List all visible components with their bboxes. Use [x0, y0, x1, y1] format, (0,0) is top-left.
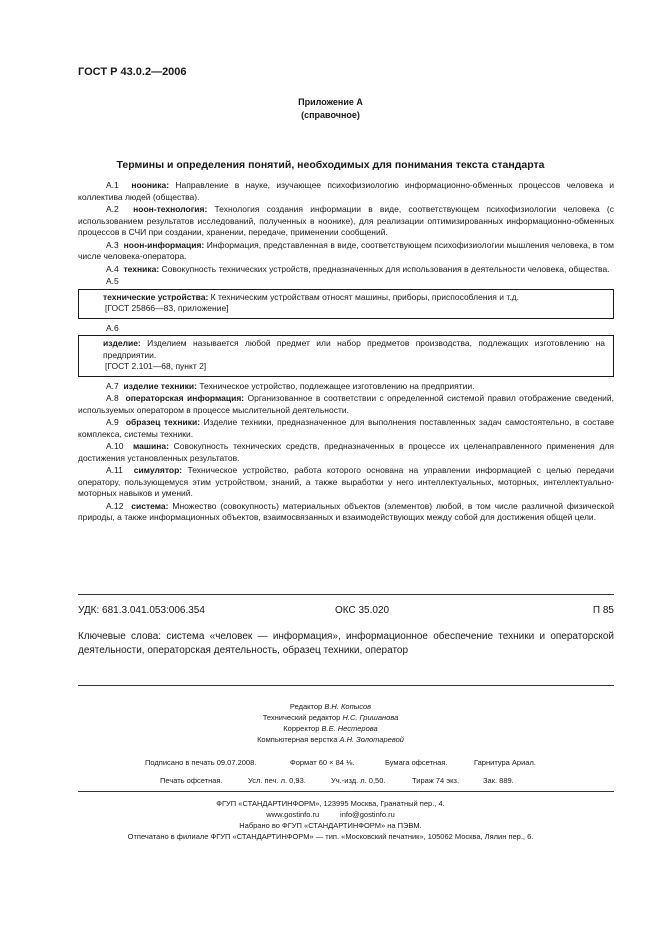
print-sheets: Усл. печ. л. 0,93.	[248, 776, 306, 785]
entry-term: ноон-информация:	[123, 239, 205, 250]
credit-person: В.Е. Нестерова	[321, 724, 378, 733]
website-link[interactable]: www.gostinfo.ru	[266, 810, 320, 819]
definition-entry	[78, 204, 614, 239]
entry-term: машина:	[133, 441, 169, 451]
definition-entry	[103, 292, 605, 304]
entry-text: Технология создания информации в виде, соответствующем психофизиологии человека (с использованием результатов исследований, полученных в ноонике), для реализации оптимизированных информационно-обменных процессов в СЧИ при создании, хранении, передаче, применении сообщений.	[78, 204, 614, 237]
entry-term: технические устройства:	[103, 291, 209, 302]
entry-text: Множество (совокупность) материальных объектов (элементов) любой, в том числе различной физической природы, а также информационных объектов, взаимосвязанных и взаимодействующих между собой для достижения общей цели.	[78, 500, 615, 522]
print-run: Тираж 74 экз.	[412, 776, 460, 785]
credit-line	[0, 712, 661, 723]
entry-text: Техническое устройство, работа которого основана на управлении информацией с целью передачи оператору, пользующемуся этим устройством, знаний, а также выработки у него интеллектуальных, моторных, интеллектуально-моторных навыков и умений.	[78, 465, 614, 498]
section-title: Термины и определения понятий, необходимых для понимания текста стандарта	[116, 159, 545, 171]
credit-line	[0, 723, 661, 734]
typeset-note: Набрано во ФГУП «СТАНДАРТИНФОРМ» на ПЭВМ.	[239, 821, 422, 830]
credit-person: В.Н. Копысов	[324, 702, 372, 711]
entry-text: Изделие техники, предназначенное для выполнения поставленных задач самостоятельно, в составе комплекса, системы техники.	[78, 417, 614, 439]
entry-number: А.2	[106, 204, 119, 214]
definition-entry	[78, 465, 614, 500]
annex-title: Приложение А	[298, 97, 363, 107]
entry-text: Совокупность технических устройств, предназначенных для использования в деятельности человека, общества.	[159, 263, 610, 274]
entry-term: изделие:	[103, 338, 141, 348]
entry-text: Техническое устройство, подлежащее изготовлению на предприятии.	[196, 380, 475, 391]
definition-entry	[78, 417, 614, 440]
entry-text: Организованное в соответствии с определенной системой правил отображение сведений, используемых оператором в процессе мыслительной деятельности.	[78, 393, 614, 415]
standard-reference: [ГОСТ 2.101—68, пункт 2]	[105, 361, 207, 371]
definition-entry	[78, 441, 614, 464]
publisher-address: ФГУП «СТАНДАРТИНФОРМ», 123995 Москва, Гранатный пер., 4.	[216, 799, 445, 808]
definition-entry	[103, 338, 605, 361]
entry-text: Изделием называется любой предмет или набор предметов производства, подлежащих изготовлению на предприятии.	[103, 338, 605, 360]
entry-number: А.4	[106, 263, 119, 274]
entry-number: А.5	[106, 276, 119, 286]
credit-line	[0, 701, 661, 712]
definition-entry	[78, 240, 614, 263]
credit-person: Н.С. Гришанова	[342, 713, 399, 722]
credit-role: Компьютерная верстка	[257, 735, 338, 744]
group-code: П 85	[592, 605, 614, 616]
paper: Бумага офсетная.	[385, 758, 448, 767]
definition-entry	[78, 381, 614, 393]
entry-term: образец техники:	[125, 417, 201, 427]
definition-entry	[78, 393, 614, 416]
entry-text: Совокупность технических средств, предназначенных в процессе их целенаправленного применения для достижения установленных результатов.	[78, 441, 614, 463]
entry-number: А.10	[106, 441, 124, 451]
credit-line	[0, 734, 661, 745]
email-link[interactable]: info@gostinfo.ru	[340, 810, 395, 819]
order-number: Зак. 889.	[483, 776, 514, 785]
oks-code: ОКС 35.020	[335, 605, 390, 616]
entry-text: Направление в науке, изучающее психофизиологию информационно-обменных процессов человека и коллектива людей (общества).	[78, 180, 614, 202]
entry-number: А.7	[106, 380, 119, 391]
credit-role: Редактор	[289, 702, 323, 711]
publisher-footer	[0, 798, 661, 842]
edition-sheets: Уч.-изд. л. 0,50.	[331, 776, 386, 785]
entry-term: нооника:	[131, 180, 170, 190]
entry-term: техника:	[123, 263, 160, 274]
entry-number: А.8	[106, 393, 119, 403]
entry-number: А.9	[106, 417, 119, 427]
credit-role: Корректор	[283, 724, 320, 733]
definition-entry	[78, 264, 614, 276]
entry-text: Информация, представленная в виде, соответствующем психофизиологии мышления человека, в том числе человека-оператора.	[78, 239, 615, 261]
document-code: ГОСТ Р 43.0.2—2006	[78, 66, 187, 78]
definition-entry	[78, 180, 614, 203]
entry-term: симулятор:	[133, 465, 183, 475]
credit-person: А.Н. Золотаревой	[339, 735, 404, 744]
printing: Печать офсетная.	[160, 776, 223, 785]
entry-term: система:	[131, 500, 169, 511]
entry-number: А.1	[106, 180, 119, 190]
format: Формат 60 × 84 ⅛.	[290, 758, 355, 767]
entry-term: изделие техники:	[123, 380, 197, 391]
entry-term: операторская информация:	[125, 393, 245, 403]
keywords: Ключевые слова: система «человек — информация», информационное обеспечение техники и операторской деятельности, операторская деятельность, образец техники, оператор	[78, 631, 614, 656]
publisher-contacts	[0, 809, 661, 820]
divider	[78, 685, 614, 686]
standard-reference: [ГОСТ 25866—83, приложение]	[105, 303, 229, 313]
signed-date: Подписано в печать 09.07.2008.	[145, 758, 257, 767]
boxed-definition	[78, 289, 614, 319]
entry-number: А.11	[106, 465, 123, 475]
entry-number: А.6	[106, 322, 119, 333]
entry-term: ноон-технология:	[133, 204, 208, 214]
definitions-list	[78, 180, 614, 525]
boxed-definition	[78, 335, 614, 377]
credit-role: Технический редактор	[262, 713, 341, 722]
udk-code: УДК: 681.3.041.053:006.354	[78, 605, 205, 616]
credits	[0, 701, 661, 745]
divider	[78, 594, 614, 595]
divider	[78, 791, 614, 792]
entry-text: К техническим устройствам относят машины, приборы, приспособления и т.д.	[208, 291, 519, 302]
annex-subtitle: (справочное)	[301, 110, 360, 120]
entry-number: А.3	[106, 239, 119, 250]
printer-note: Отпечатано в филиале ФГУП «СТАНДАРТИНФОРМ» — тип. «Московский печатник», 105062 Москва, Лялин пер., 6.	[127, 832, 534, 841]
definition-entry	[78, 501, 614, 524]
entry-number: А.12	[106, 500, 124, 511]
typeface: Гарнитура Ариал.	[474, 758, 536, 767]
